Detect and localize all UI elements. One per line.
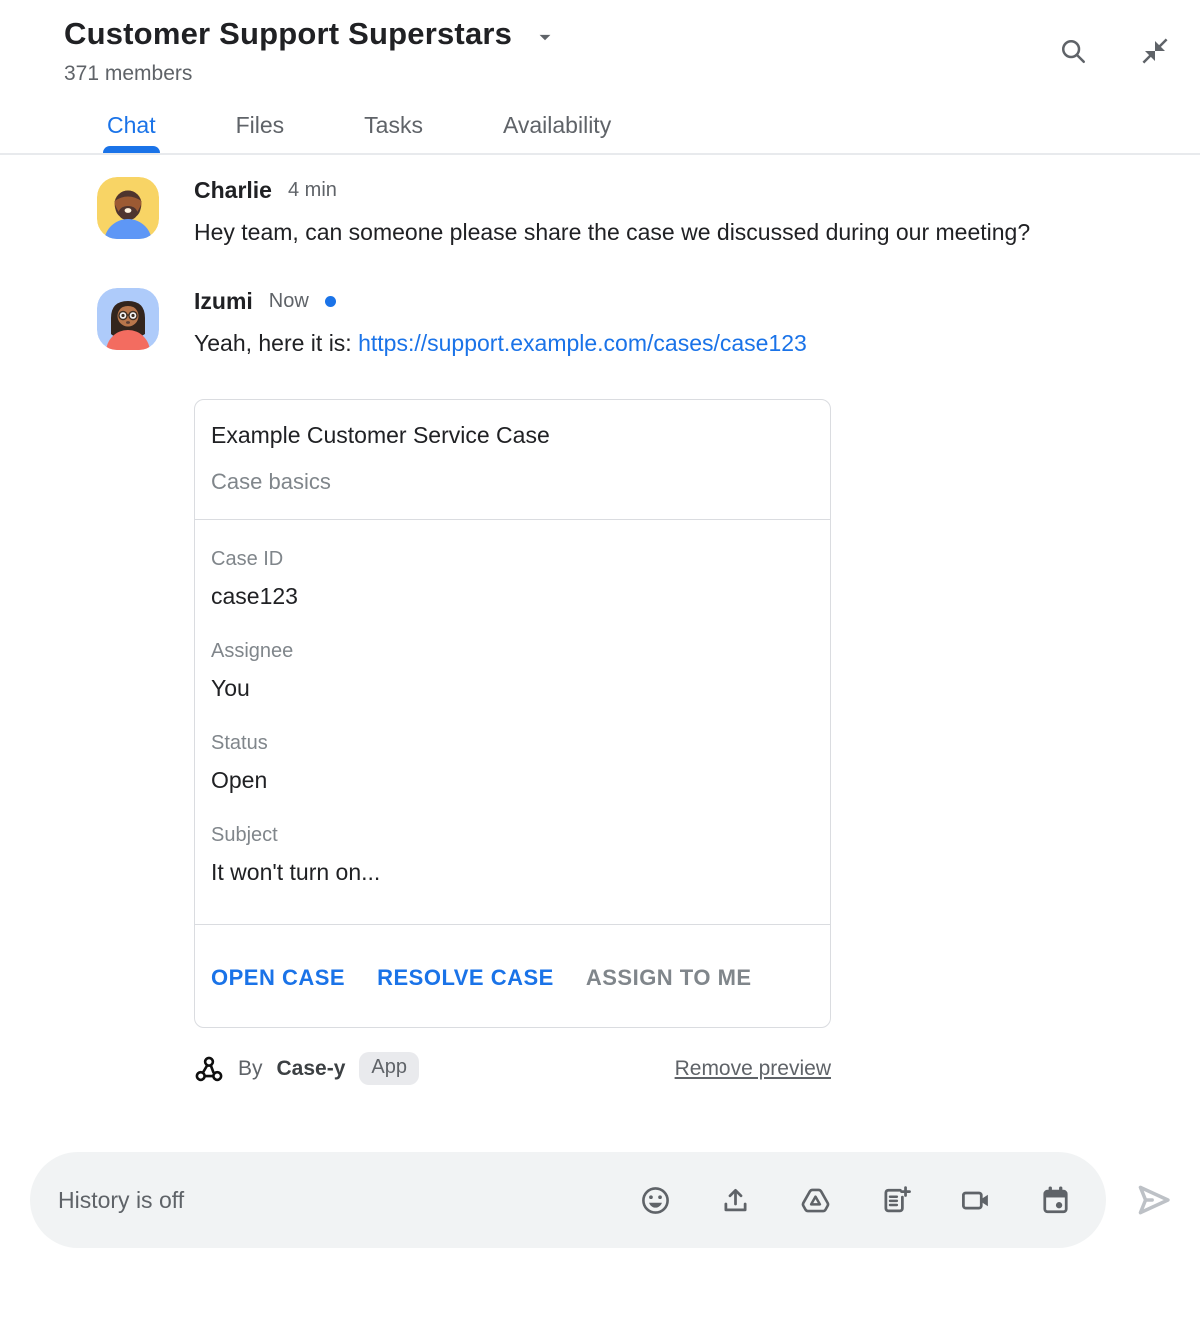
card-subtitle: Case basics — [211, 469, 331, 494]
author-name[interactable]: Izumi — [194, 288, 253, 314]
room-title: Customer Support Superstars — [64, 16, 513, 51]
online-presence-dot — [325, 296, 336, 307]
author-name[interactable]: Charlie — [194, 177, 272, 203]
tab-files-label: Files — [235, 112, 285, 138]
calendar-icon[interactable] — [1039, 1184, 1072, 1217]
message-text — [194, 323, 1094, 363]
assign-to-me-button[interactable]: ASSIGN TO ME — [585, 965, 752, 990]
message-charlie — [0, 177, 1200, 252]
avatar-izumi[interactable] — [97, 288, 159, 350]
card-footer — [194, 1052, 831, 1085]
compose-bar — [30, 1152, 1176, 1248]
message-input[interactable] — [58, 1187, 639, 1214]
member-count: 371 members — [64, 62, 193, 85]
collapse-icon[interactable] — [1140, 36, 1170, 66]
message-timestamp: 4 min — [287, 179, 337, 201]
avatar-charlie[interactable] — [97, 177, 159, 239]
field-value: case123 — [211, 583, 298, 609]
message-list — [0, 155, 1200, 1085]
emoji-icon[interactable] — [639, 1184, 672, 1217]
tab-availability-label: Availability — [502, 112, 612, 138]
field-label: Case ID — [211, 548, 284, 570]
search-icon[interactable] — [1058, 36, 1088, 66]
tab-bar — [107, 112, 1200, 153]
tab-files[interactable] — [236, 112, 285, 153]
app-name: Case-y — [276, 1056, 346, 1080]
field-assignee — [211, 640, 814, 702]
message-text-prefix: Yeah, here it is: — [194, 330, 359, 356]
by-label: By — [238, 1056, 263, 1080]
field-value: It won't turn on... — [211, 859, 381, 885]
upload-icon[interactable] — [719, 1184, 752, 1217]
tab-availability[interactable] — [503, 112, 611, 153]
tab-tasks-label: Tasks — [364, 112, 423, 138]
app-badge: App — [359, 1052, 419, 1085]
webhook-icon — [194, 1054, 224, 1084]
tab-chat[interactable] — [107, 112, 156, 153]
case-preview-card — [194, 399, 831, 1028]
message-izumi — [0, 288, 1200, 363]
active-tab-underline — [103, 146, 160, 153]
field-subject — [211, 824, 814, 886]
message-timestamp: Now — [268, 290, 309, 312]
field-case-id — [211, 548, 814, 610]
field-label: Assignee — [211, 640, 294, 662]
tab-chat-label: Chat — [107, 112, 156, 138]
resolve-case-button[interactable]: RESOLVE CASE — [377, 965, 554, 990]
chevron-down-icon[interactable] — [532, 24, 558, 50]
field-value: Open — [211, 767, 268, 793]
remove-preview-link[interactable]: Remove preview — [674, 1056, 831, 1080]
video-camera-icon[interactable] — [959, 1184, 992, 1217]
field-label: Status — [211, 732, 268, 754]
field-status — [211, 732, 814, 794]
card-title: Example Customer Service Case — [211, 422, 550, 448]
tab-tasks[interactable] — [364, 112, 423, 153]
room-header — [0, 0, 1200, 86]
note-add-icon[interactable] — [879, 1184, 912, 1217]
field-label: Subject — [211, 824, 278, 846]
open-case-button[interactable]: OPEN CASE — [211, 965, 346, 990]
field-value: You — [211, 675, 250, 701]
send-icon[interactable] — [1132, 1178, 1176, 1222]
message-text: Hey team, can someone please share the case we discussed during our meeting? — [194, 219, 1031, 245]
compose-pill[interactable] — [30, 1152, 1106, 1248]
case-link[interactable]: https://support.example.com/cases/case123 — [358, 330, 807, 356]
drive-icon[interactable] — [799, 1184, 832, 1217]
